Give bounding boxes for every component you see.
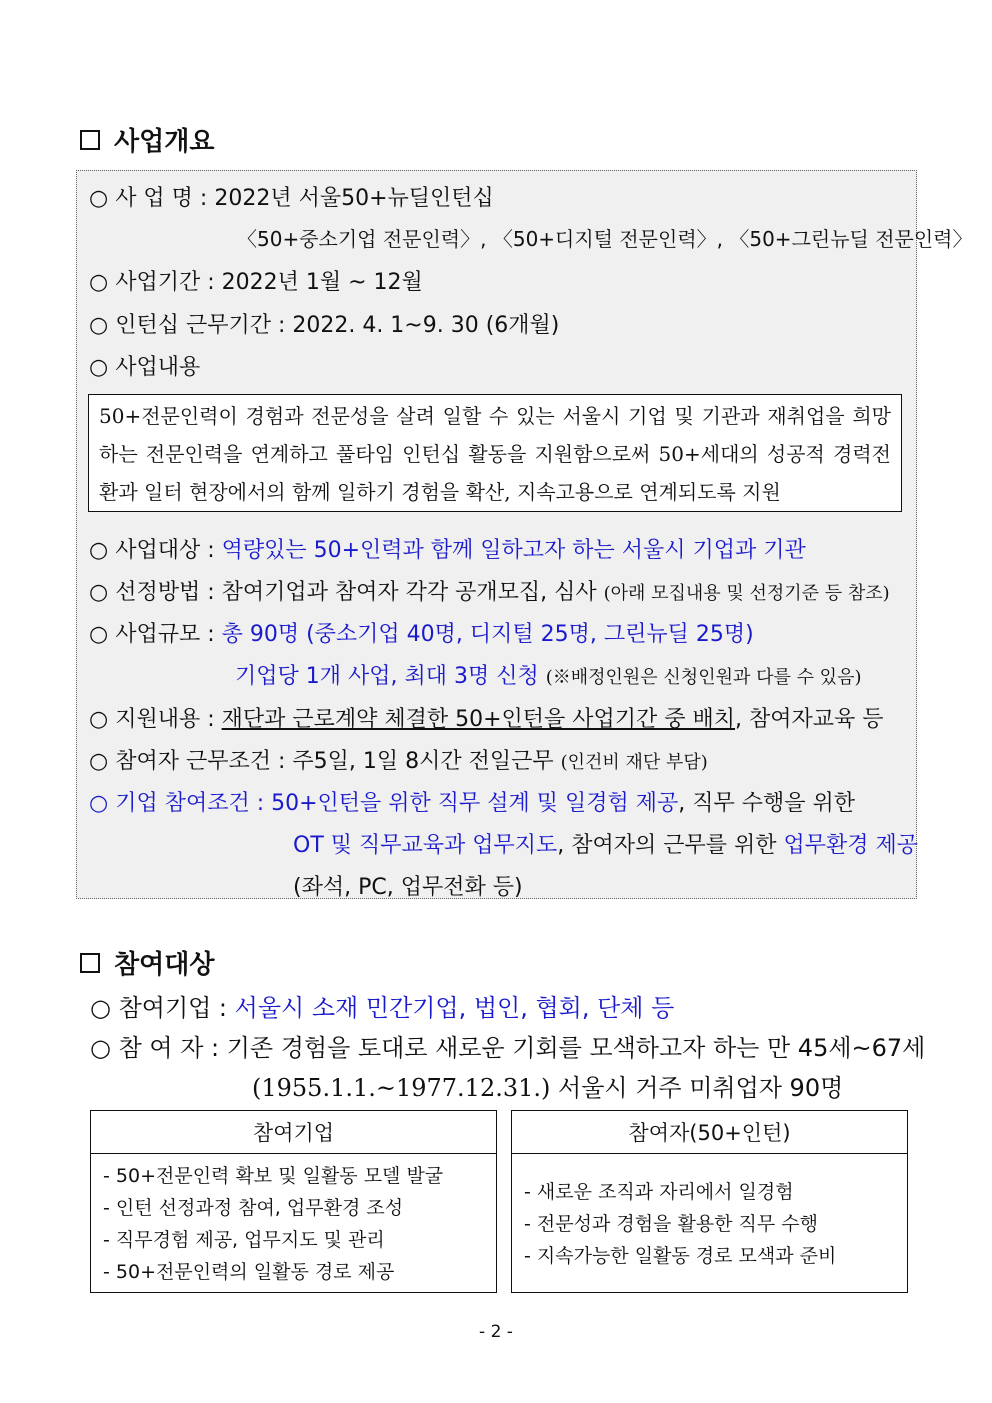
corp-condition-line2: OT 및 직무교육과 업무지도, 참여자의 근무를 위한 업무환경 제공 bbox=[293, 833, 919, 858]
page-number: - 2 - bbox=[479, 1322, 513, 1342]
list-item: - 지속가능한 일활동 경로 모색과 준비 bbox=[524, 1245, 837, 1267]
method-row: ○ 선정방법 : 참여기업과 참여자 각각 공개모집, 심사 (아래 모집내용 및 선정기준 등 참조) bbox=[89, 580, 890, 605]
list-item: - 새로운 조직과 자리에서 일경험 bbox=[524, 1181, 794, 1203]
participant-person-row: ○ 참 여 자 : 기존 경험을 토대로 새로운 기회를 모색하고자 하는 만 45세~67세 bbox=[90, 1034, 926, 1062]
business-name-row: ○ 사 업 명 : 2022년 서울50+뉴딜인턴십 bbox=[89, 186, 494, 211]
overview-box bbox=[76, 170, 973, 900]
section-heading-participants bbox=[80, 944, 214, 981]
section-title: 참여대상 bbox=[114, 950, 215, 980]
list-item: - 전문성과 경험을 활용한 직무 수행 bbox=[524, 1213, 819, 1235]
scale-row: ○ 사업규모 : 총 90명 (중소기업 40명, 디지털 25명, 그린뉴딜 25명) bbox=[89, 622, 754, 647]
list-item: - 직무경험 제공, 업무지도 및 관리 bbox=[103, 1229, 385, 1251]
work-condition-row: ○ 참여자 근무조건 : 주5일, 1일 8시간 전일근무 (인건비 재단 부담) bbox=[89, 749, 708, 774]
content-label: ○ 사업내용 bbox=[89, 355, 201, 380]
corp-role-table bbox=[90, 1110, 497, 1293]
corp-condition-row: ○ 기업 참여조건 : 50+인턴을 위한 직무 설계 및 일경험 제공, 직무 수행을 위한 bbox=[89, 791, 856, 816]
section-heading-overview bbox=[80, 121, 214, 158]
participant-role-table bbox=[511, 1110, 908, 1293]
table-header: 참여기업 bbox=[91, 1111, 496, 1154]
list-item: - 50+전문인력 확보 및 일활동 모델 발굴 bbox=[103, 1165, 444, 1187]
checkbox-square-icon bbox=[80, 953, 100, 973]
intern-period: ○ 인턴십 근무기간 : 2022. 4. 1~9. 30 (6개월) bbox=[89, 313, 560, 338]
participant-corp-row: ○ 참여기업 : 서울시 소재 민간기업, 법인, 협회, 단체 등 bbox=[90, 994, 675, 1022]
section-title: 사업개요 bbox=[114, 127, 215, 157]
table-body bbox=[91, 1154, 496, 1294]
scale-sub-row: 기업당 1개 사업, 최대 3명 신청 (※배정인원은 신청인원과 다를 수 있음) bbox=[235, 664, 862, 689]
list-item: - 인턴 선정과정 참여, 업무환경 조성 bbox=[103, 1197, 404, 1219]
participant-person-row2: (1955.1.1.~1977.12.31.) 서울시 거주 미취업자 90명 bbox=[252, 1074, 844, 1102]
table-body bbox=[512, 1154, 907, 1278]
support-row: ○ 지원내용 : 재단과 근로계약 체결한 50+인턴을 사업기간 중 배치, 참여자교육 등 bbox=[89, 707, 884, 732]
target-row: ○ 사업대상 : 역량있는 50+인력과 함께 일하고자 하는 서울시 기업과 기관 bbox=[89, 538, 806, 563]
checkbox-square-icon bbox=[80, 130, 100, 150]
content-box: 50+전문인력이 경험과 전문성을 살려 일할 수 있는 서울시 기업 및 기관과 재취업을 희망하는 전문인력을 연계하고 풀타임 인턴십 활동을 지원함으로써 50+세대의 성공적 경력전환과 일터 현장에서의 함께 일하기 경험을 확산, 지속고용으로 연계되도록 지원 bbox=[88, 394, 902, 512]
corp-condition-line3: (좌석, PC, 업무전화 등) bbox=[293, 875, 523, 900]
list-item: - 50+전문인력의 일활동 경로 제공 bbox=[103, 1261, 395, 1283]
table-header: 참여자(50+인턴) bbox=[512, 1111, 907, 1154]
business-name-sub: 〈50+중소기업 전문인력〉, 〈50+디지털 전문인력〉, 〈50+그린뉴딜 전문인력〉 bbox=[237, 227, 973, 251]
business-period: ○ 사업기간 : 2022년 1월 ~ 12월 bbox=[89, 270, 423, 295]
